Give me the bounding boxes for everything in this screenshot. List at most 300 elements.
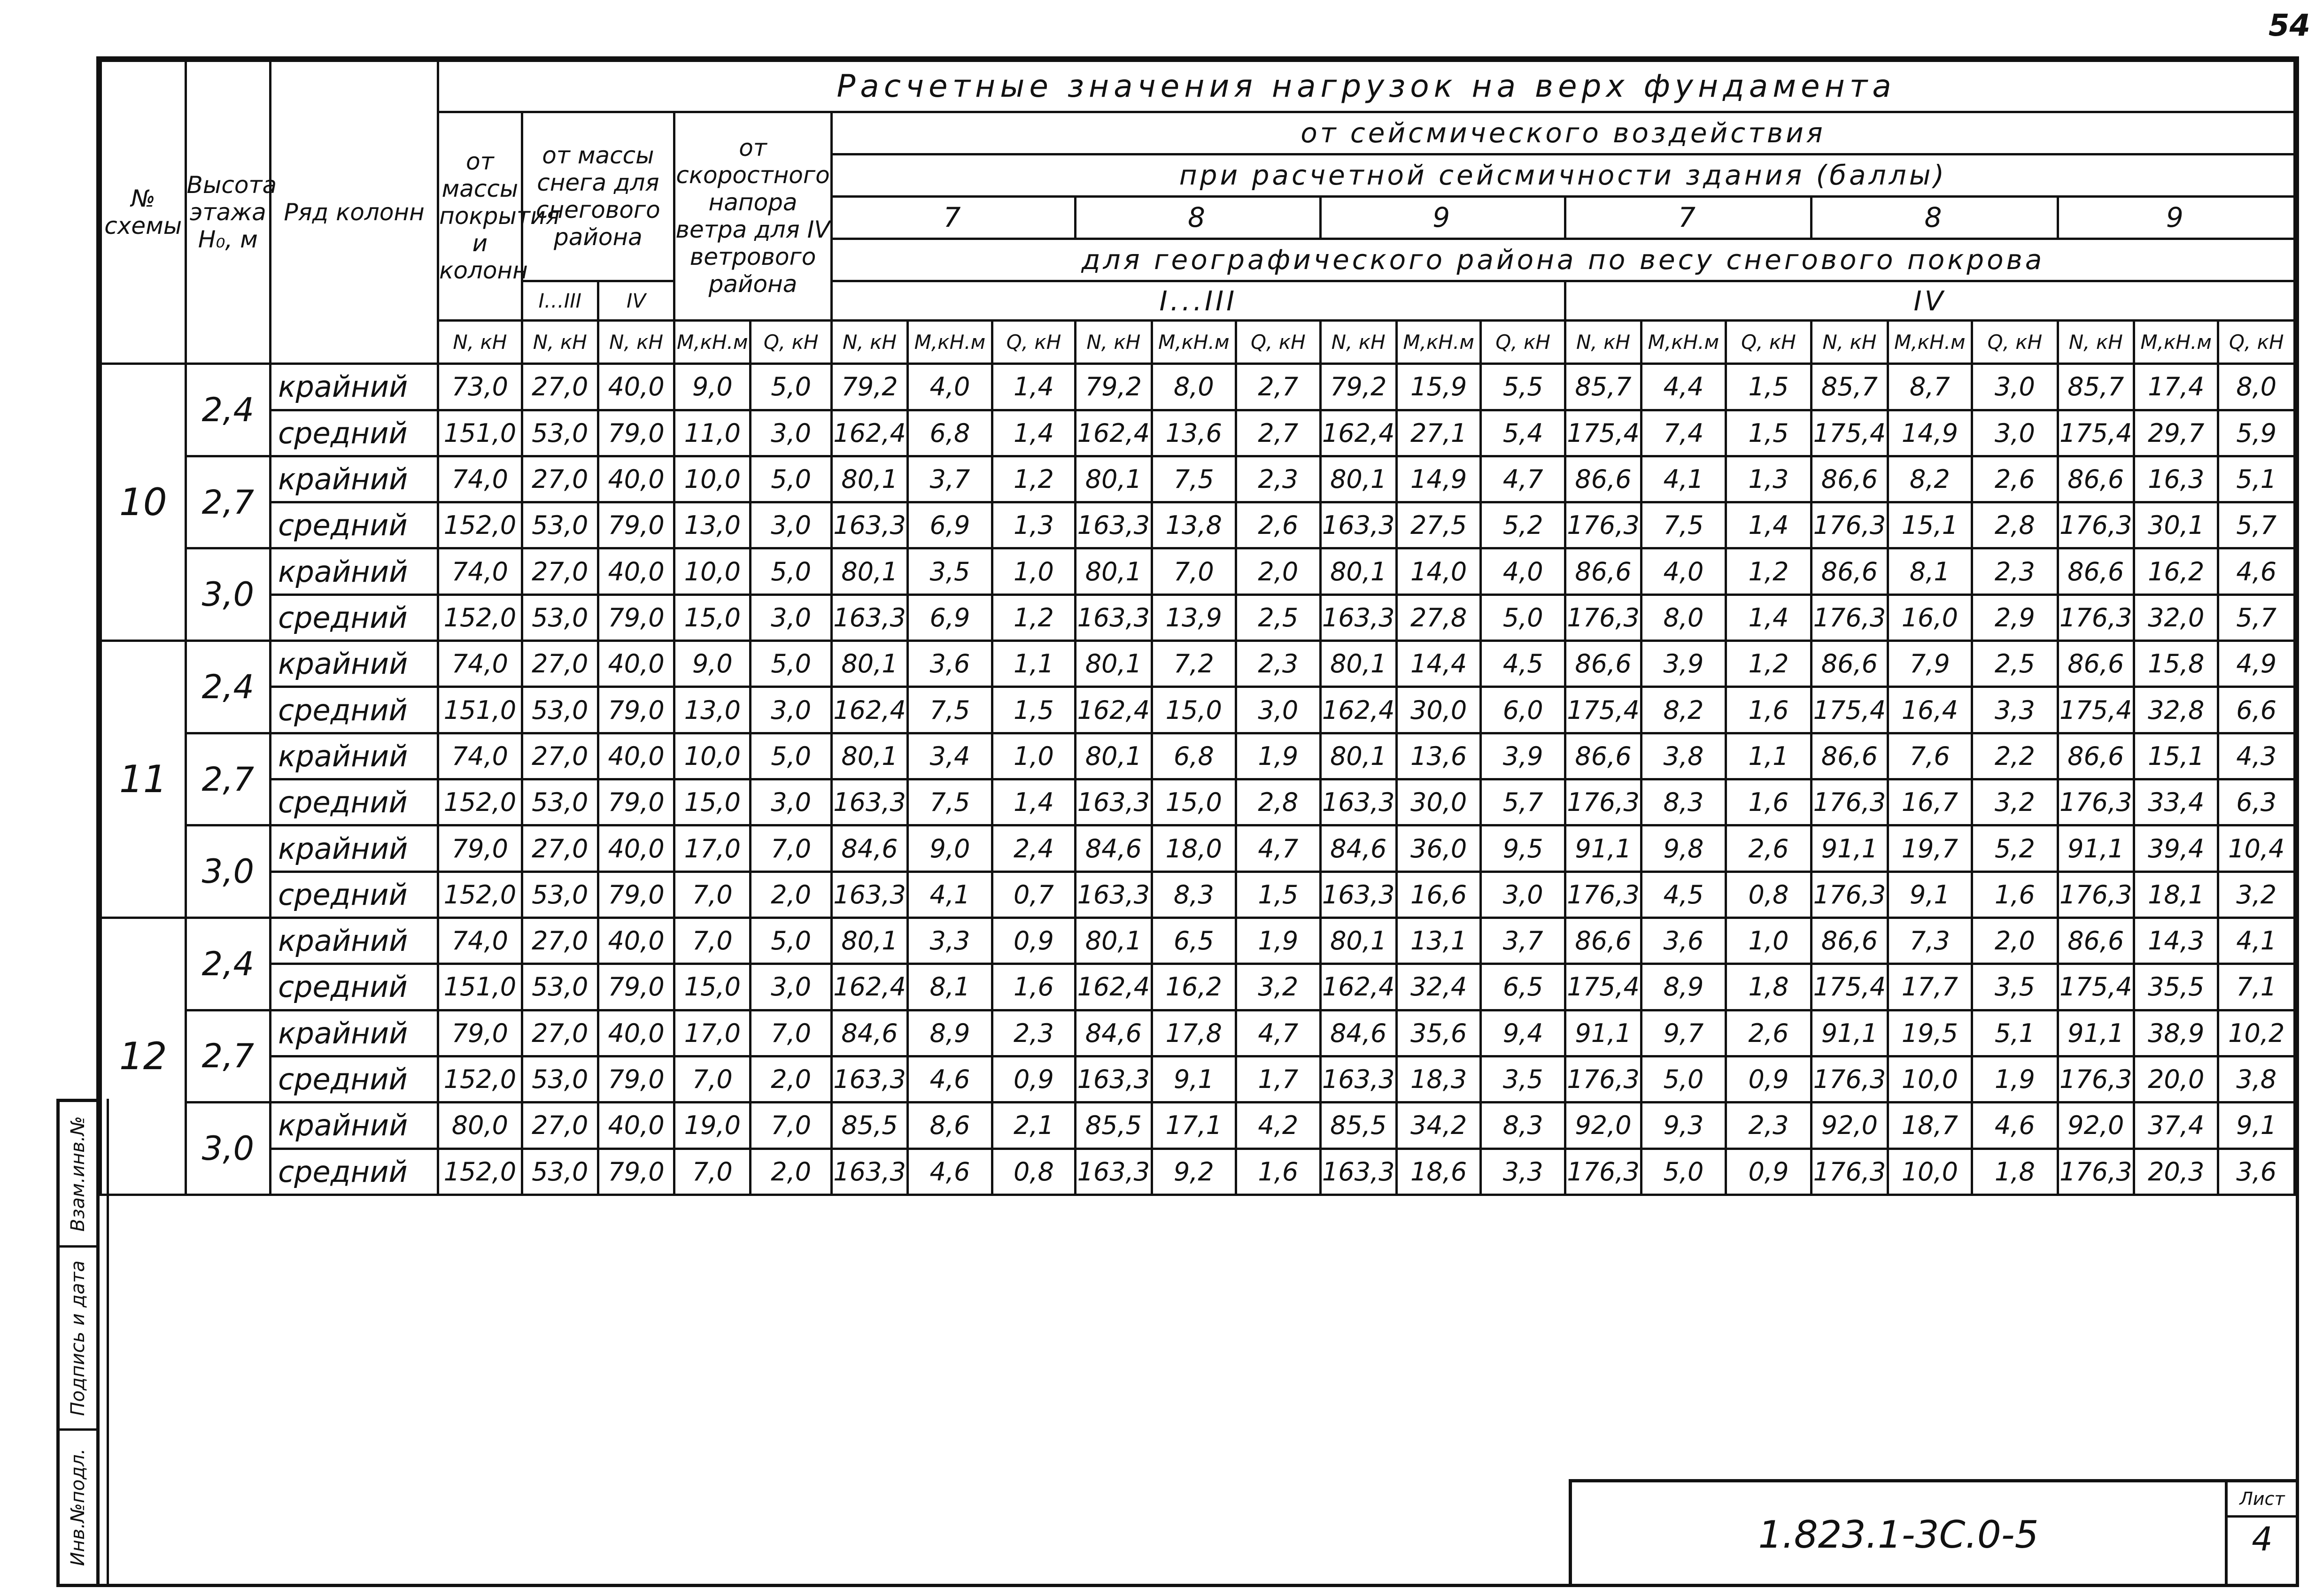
load-value: 91,1 bbox=[1812, 1010, 1888, 1056]
load-value: 3,0 bbox=[751, 594, 831, 640]
load-value: 5,0 bbox=[751, 641, 831, 687]
load-value: 175,4 bbox=[1565, 410, 1641, 456]
load-value: 3,0 bbox=[751, 964, 831, 1010]
load-value: 8,6 bbox=[908, 1103, 992, 1149]
load-value: 80,1 bbox=[1320, 456, 1396, 502]
load-value: 80,1 bbox=[831, 456, 907, 502]
height-header: Высота этажа H₀, м bbox=[186, 61, 271, 364]
load-value: 53,0 bbox=[522, 779, 598, 825]
column-row-name: крайний bbox=[271, 641, 438, 687]
load-value: 1,0 bbox=[992, 733, 1076, 779]
load-value: 1,4 bbox=[992, 364, 1076, 410]
table-row bbox=[101, 456, 2295, 502]
load-value: 1,5 bbox=[1726, 410, 1812, 456]
load-value: 176,3 bbox=[1812, 502, 1888, 548]
load-value: 86,6 bbox=[1565, 456, 1641, 502]
region-group-1: I...III bbox=[831, 281, 1565, 321]
load-value: 1,7 bbox=[1236, 1056, 1321, 1102]
load-value: 27,0 bbox=[522, 825, 598, 871]
load-value: 163,3 bbox=[831, 871, 907, 918]
load-value: 27,5 bbox=[1396, 502, 1481, 548]
load-value: 3,6 bbox=[908, 641, 992, 687]
load-value: 80,1 bbox=[1320, 918, 1396, 964]
unit-header: М,кН.м bbox=[2134, 321, 2218, 364]
column-row-name: крайний bbox=[271, 456, 438, 502]
load-value: 20,0 bbox=[2134, 1056, 2218, 1102]
load-value: 80,1 bbox=[1076, 548, 1152, 594]
load-value: 10,0 bbox=[674, 548, 751, 594]
load-value: 40,0 bbox=[598, 364, 674, 410]
column-row-name: средний bbox=[271, 779, 438, 825]
load-value: 2,8 bbox=[1236, 779, 1321, 825]
load-value: 19,0 bbox=[674, 1103, 751, 1149]
load-value: 80,0 bbox=[438, 1103, 522, 1149]
geo-region-header: для географического района по весу снегового покрова bbox=[831, 239, 2294, 281]
load-value: 86,6 bbox=[1812, 641, 1888, 687]
load-value: 152,0 bbox=[438, 1056, 522, 1102]
load-value: 9,1 bbox=[1152, 1056, 1236, 1102]
load-value: 5,2 bbox=[1481, 502, 1565, 548]
unit-header: М,кН.м bbox=[908, 321, 992, 364]
load-value: 8,0 bbox=[2218, 364, 2295, 410]
load-value: 1,5 bbox=[1726, 364, 1812, 410]
load-value: 4,3 bbox=[2218, 733, 2295, 779]
load-value: 3,2 bbox=[1236, 964, 1321, 1010]
load-value: 2,6 bbox=[1726, 825, 1812, 871]
load-value: 9,8 bbox=[1641, 825, 1726, 871]
load-value: 3,0 bbox=[1972, 410, 2058, 456]
load-value: 35,5 bbox=[2134, 964, 2218, 1010]
load-value: 53,0 bbox=[522, 410, 598, 456]
load-value: 4,4 bbox=[1641, 364, 1726, 410]
load-value: 2,0 bbox=[751, 1056, 831, 1102]
load-value: 27,0 bbox=[522, 548, 598, 594]
unit-header: N, кН bbox=[1812, 321, 1888, 364]
scheme-number: 10 bbox=[101, 364, 186, 641]
unit-header: N, кН bbox=[2058, 321, 2134, 364]
load-value: 6,9 bbox=[908, 594, 992, 640]
load-value: 163,3 bbox=[1076, 779, 1152, 825]
load-value: 3,8 bbox=[2218, 1056, 2295, 1102]
load-value: 5,0 bbox=[1641, 1056, 1726, 1102]
load-value: 53,0 bbox=[522, 964, 598, 1010]
table-row bbox=[101, 364, 2295, 410]
load-value: 7,0 bbox=[751, 825, 831, 871]
load-value: 84,6 bbox=[831, 1010, 907, 1056]
load-value: 15,1 bbox=[2134, 733, 2218, 779]
load-value: 80,1 bbox=[1076, 456, 1152, 502]
original-inventory-label: Инв.№подл. bbox=[67, 1448, 89, 1566]
load-value: 17,8 bbox=[1152, 1010, 1236, 1056]
load-value: 4,1 bbox=[908, 871, 992, 918]
unit-header: Q, кН bbox=[1236, 321, 1321, 364]
load-value: 19,5 bbox=[1888, 1010, 1972, 1056]
load-value: 3,0 bbox=[751, 779, 831, 825]
unit-header: N, кН bbox=[831, 321, 907, 364]
floor-height: 3,0 bbox=[186, 548, 271, 641]
load-value: 84,6 bbox=[831, 825, 907, 871]
load-value: 8,2 bbox=[1641, 687, 1726, 733]
load-value: 9,0 bbox=[674, 641, 751, 687]
floor-height: 3,0 bbox=[186, 825, 271, 918]
load-value: 5,0 bbox=[751, 364, 831, 410]
unit-header: N, кН bbox=[1076, 321, 1152, 364]
load-value: 80,1 bbox=[1320, 548, 1396, 594]
load-value: 176,3 bbox=[2058, 779, 2134, 825]
load-value: 20,3 bbox=[2134, 1149, 2218, 1195]
sheet-cell bbox=[2225, 1482, 2297, 1587]
load-value: 5,1 bbox=[2218, 456, 2295, 502]
load-value: 17,7 bbox=[1888, 964, 1972, 1010]
load-value: 14,9 bbox=[1396, 456, 1481, 502]
loads-table bbox=[100, 60, 2296, 1196]
load-value: 8,0 bbox=[1641, 594, 1726, 640]
load-value: 40,0 bbox=[598, 918, 674, 964]
load-value: 18,3 bbox=[1396, 1056, 1481, 1102]
load-value: 86,6 bbox=[1565, 548, 1641, 594]
load-value: 175,4 bbox=[1565, 687, 1641, 733]
load-value: 9,5 bbox=[1481, 825, 1565, 871]
load-value: 176,3 bbox=[1812, 871, 1888, 918]
load-value: 3,0 bbox=[1972, 364, 2058, 410]
load-value: 79,0 bbox=[598, 502, 674, 548]
load-value: 152,0 bbox=[438, 1149, 522, 1195]
load-value: 91,1 bbox=[2058, 1010, 2134, 1056]
load-value: 163,3 bbox=[1320, 502, 1396, 548]
load-value: 91,1 bbox=[2058, 825, 2134, 871]
load-value: 15,1 bbox=[1888, 502, 1972, 548]
load-value: 18,0 bbox=[1152, 825, 1236, 871]
wind-header: от скоростного напора ветра для IV ветрового района bbox=[674, 112, 832, 320]
load-value: 7,3 bbox=[1888, 918, 1972, 964]
table-row bbox=[101, 594, 2295, 640]
load-value: 2,6 bbox=[1726, 1010, 1812, 1056]
load-value: 162,4 bbox=[831, 687, 907, 733]
load-value: 84,6 bbox=[1076, 825, 1152, 871]
load-value: 1,6 bbox=[1236, 1149, 1321, 1195]
load-value: 176,3 bbox=[1565, 594, 1641, 640]
load-value: 5,0 bbox=[751, 918, 831, 964]
load-value: 6,8 bbox=[1152, 733, 1236, 779]
load-value: 15,0 bbox=[1152, 687, 1236, 733]
load-value: 3,5 bbox=[1481, 1056, 1565, 1102]
load-value: 79,0 bbox=[438, 1010, 522, 1056]
load-value: 175,4 bbox=[2058, 687, 2134, 733]
floor-height: 2,4 bbox=[186, 364, 271, 456]
load-value: 91,1 bbox=[1565, 1010, 1641, 1056]
load-value: 2,7 bbox=[1236, 364, 1321, 410]
load-value: 8,3 bbox=[1481, 1103, 1565, 1149]
load-value: 3,9 bbox=[1641, 641, 1726, 687]
load-value: 5,0 bbox=[751, 548, 831, 594]
load-value: 162,4 bbox=[831, 964, 907, 1010]
load-value: 16,2 bbox=[2134, 548, 2218, 594]
rating-7-region-2: 7 bbox=[1565, 196, 1811, 239]
load-value: 86,6 bbox=[1812, 456, 1888, 502]
load-value: 0,7 bbox=[992, 871, 1076, 918]
load-value: 3,7 bbox=[1481, 918, 1565, 964]
load-value: 1,8 bbox=[1726, 964, 1812, 1010]
load-value: 3,2 bbox=[1972, 779, 2058, 825]
load-value: 3,7 bbox=[908, 456, 992, 502]
load-value: 1,2 bbox=[992, 456, 1076, 502]
load-value: 40,0 bbox=[598, 1103, 674, 1149]
load-value: 4,6 bbox=[2218, 548, 2295, 594]
load-value: 86,6 bbox=[1565, 918, 1641, 964]
unit-header: Q, кН bbox=[1481, 321, 1565, 364]
load-value: 27,0 bbox=[522, 918, 598, 964]
load-value: 7,5 bbox=[908, 687, 992, 733]
load-value: 18,7 bbox=[1888, 1103, 1972, 1149]
load-value: 5,0 bbox=[1641, 1149, 1726, 1195]
load-value: 1,2 bbox=[1726, 641, 1812, 687]
load-value: 8,1 bbox=[1888, 548, 1972, 594]
column-row-name: средний bbox=[271, 964, 438, 1010]
load-value: 16,6 bbox=[1396, 871, 1481, 918]
load-value: 80,1 bbox=[1076, 733, 1152, 779]
load-value: 162,4 bbox=[1320, 410, 1396, 456]
load-value: 86,6 bbox=[1565, 641, 1641, 687]
load-value: 6,0 bbox=[1481, 687, 1565, 733]
load-value: 9,7 bbox=[1641, 1010, 1726, 1056]
load-value: 162,4 bbox=[1320, 687, 1396, 733]
load-value: 15,0 bbox=[674, 779, 751, 825]
table-row bbox=[101, 918, 2295, 964]
load-value: 1,8 bbox=[1972, 1149, 2058, 1195]
load-value: 40,0 bbox=[598, 641, 674, 687]
unit-header: Q, кН bbox=[992, 321, 1076, 364]
load-value: 80,1 bbox=[1076, 918, 1152, 964]
load-value: 2,3 bbox=[1236, 456, 1321, 502]
table-row bbox=[101, 687, 2295, 733]
load-value: 176,3 bbox=[2058, 594, 2134, 640]
design-seismicity-header: при расчетной сейсмичности здания (баллы) bbox=[831, 154, 2294, 196]
load-value: 9,0 bbox=[674, 364, 751, 410]
load-value: 86,6 bbox=[2058, 733, 2134, 779]
load-value: 176,3 bbox=[2058, 502, 2134, 548]
load-value: 1,5 bbox=[1236, 871, 1321, 918]
load-value: 4,2 bbox=[1236, 1103, 1321, 1149]
unit-header: Q, кН bbox=[1972, 321, 2058, 364]
replaced-inventory-cell bbox=[60, 1102, 96, 1248]
load-value: 5,0 bbox=[1481, 594, 1565, 640]
load-value: 16,4 bbox=[1888, 687, 1972, 733]
load-value: 40,0 bbox=[598, 825, 674, 871]
load-value: 53,0 bbox=[522, 502, 598, 548]
load-value: 32,8 bbox=[2134, 687, 2218, 733]
load-value: 2,6 bbox=[1972, 456, 2058, 502]
load-value: 16,2 bbox=[1152, 964, 1236, 1010]
load-value: 79,2 bbox=[1320, 364, 1396, 410]
load-value: 175,4 bbox=[2058, 410, 2134, 456]
unit-header: М,кН.м bbox=[674, 321, 751, 364]
load-value: 7,6 bbox=[1888, 733, 1972, 779]
load-value: 7,0 bbox=[674, 918, 751, 964]
load-value: 1,2 bbox=[992, 594, 1076, 640]
load-value: 92,0 bbox=[2058, 1103, 2134, 1149]
table-row bbox=[101, 502, 2295, 548]
load-value: 40,0 bbox=[598, 456, 674, 502]
scheme-number: 12 bbox=[101, 918, 186, 1195]
column-row-name: крайний bbox=[271, 825, 438, 871]
load-value: 2,8 bbox=[1972, 502, 2058, 548]
load-value: 39,4 bbox=[2134, 825, 2218, 871]
load-value: 0,9 bbox=[1726, 1056, 1812, 1102]
load-value: 32,4 bbox=[1396, 964, 1481, 1010]
load-value: 151,0 bbox=[438, 687, 522, 733]
load-value: 18,6 bbox=[1396, 1149, 1481, 1195]
load-value: 86,6 bbox=[1812, 548, 1888, 594]
load-value: 5,0 bbox=[751, 456, 831, 502]
load-value: 1,0 bbox=[992, 548, 1076, 594]
load-value: 53,0 bbox=[522, 594, 598, 640]
table-row bbox=[101, 641, 2295, 687]
load-value: 4,6 bbox=[908, 1056, 992, 1102]
load-value: 35,6 bbox=[1396, 1010, 1481, 1056]
load-value: 4,0 bbox=[1641, 548, 1726, 594]
load-value: 74,0 bbox=[438, 456, 522, 502]
column-row-name: средний bbox=[271, 594, 438, 640]
column-row-name: крайний bbox=[271, 918, 438, 964]
load-value: 8,9 bbox=[908, 1010, 992, 1056]
load-value: 79,0 bbox=[598, 687, 674, 733]
load-value: 79,0 bbox=[438, 825, 522, 871]
load-value: 176,3 bbox=[1565, 871, 1641, 918]
load-value: 85,7 bbox=[2058, 364, 2134, 410]
load-value: 79,0 bbox=[598, 964, 674, 1010]
load-value: 7,0 bbox=[1152, 548, 1236, 594]
load-value: 2,0 bbox=[1972, 918, 2058, 964]
load-value: 1,4 bbox=[1726, 594, 1812, 640]
load-value: 5,5 bbox=[1481, 364, 1565, 410]
load-value: 3,6 bbox=[2218, 1149, 2295, 1195]
load-value: 163,3 bbox=[1076, 1056, 1152, 1102]
load-value: 176,3 bbox=[1812, 1056, 1888, 1102]
unit-header: Q, кН bbox=[2218, 321, 2295, 364]
load-value: 16,7 bbox=[1888, 779, 1972, 825]
load-value: 3,4 bbox=[908, 733, 992, 779]
load-value: 80,1 bbox=[831, 548, 907, 594]
sheet-label: Лист bbox=[2228, 1482, 2297, 1518]
load-value: 3,0 bbox=[751, 502, 831, 548]
load-value: 2,3 bbox=[1236, 641, 1321, 687]
rating-8-region-1: 8 bbox=[1076, 196, 1320, 239]
load-value: 9,1 bbox=[1888, 871, 1972, 918]
load-value: 85,5 bbox=[1320, 1103, 1396, 1149]
table-row bbox=[101, 871, 2295, 918]
load-value: 13,0 bbox=[674, 687, 751, 733]
column-row-name: крайний bbox=[271, 1103, 438, 1149]
load-value: 9,4 bbox=[1481, 1010, 1565, 1056]
load-value: 7,9 bbox=[1888, 641, 1972, 687]
load-value: 5,0 bbox=[751, 733, 831, 779]
load-value: 6,5 bbox=[1152, 918, 1236, 964]
floor-height: 2,7 bbox=[186, 456, 271, 548]
load-value: 4,0 bbox=[908, 364, 992, 410]
load-value: 17,1 bbox=[1152, 1103, 1236, 1149]
load-value: 176,3 bbox=[1812, 1149, 1888, 1195]
table-title: Расчетные значения нагрузок на верх фундамента bbox=[438, 61, 2295, 112]
load-value: 152,0 bbox=[438, 594, 522, 640]
column-row-name: средний bbox=[271, 1056, 438, 1102]
load-value: 0,9 bbox=[992, 918, 1076, 964]
load-value: 37,4 bbox=[2134, 1103, 2218, 1149]
load-value: 163,3 bbox=[1320, 1149, 1396, 1195]
unit-header: Q, кН bbox=[1726, 321, 1812, 364]
load-value: 3,2 bbox=[2218, 871, 2295, 918]
load-value: 8,9 bbox=[1641, 964, 1726, 1010]
load-value: 80,1 bbox=[831, 918, 907, 964]
load-value: 8,2 bbox=[1888, 456, 1972, 502]
load-value: 0,8 bbox=[992, 1149, 1076, 1195]
column-row-name: средний bbox=[271, 502, 438, 548]
load-value: 84,6 bbox=[1320, 1010, 1396, 1056]
table-row bbox=[101, 825, 2295, 871]
load-value: 176,3 bbox=[1812, 594, 1888, 640]
load-value: 2,0 bbox=[751, 1149, 831, 1195]
title-block bbox=[1569, 1479, 2297, 1587]
load-value: 2,0 bbox=[1236, 548, 1321, 594]
load-value: 13,6 bbox=[1152, 410, 1236, 456]
load-value: 1,9 bbox=[1972, 1056, 2058, 1102]
load-value: 7,4 bbox=[1641, 410, 1726, 456]
region-group-2: IV bbox=[1565, 281, 2294, 321]
load-value: 176,3 bbox=[2058, 1056, 2134, 1102]
load-value: 163,3 bbox=[831, 594, 907, 640]
load-value: 1,3 bbox=[992, 502, 1076, 548]
load-value: 5,9 bbox=[2218, 410, 2295, 456]
column-row-name: средний bbox=[271, 1149, 438, 1195]
load-value: 163,3 bbox=[1076, 871, 1152, 918]
load-value: 85,5 bbox=[1076, 1103, 1152, 1149]
load-value: 92,0 bbox=[1565, 1103, 1641, 1149]
unit-header: М,кН.м bbox=[1152, 321, 1236, 364]
column-row-name: крайний bbox=[271, 1010, 438, 1056]
load-value: 1,9 bbox=[1236, 733, 1321, 779]
load-value: 27,8 bbox=[1396, 594, 1481, 640]
load-value: 10,0 bbox=[674, 733, 751, 779]
load-value: 36,0 bbox=[1396, 825, 1481, 871]
load-value: 175,4 bbox=[2058, 964, 2134, 1010]
load-value: 6,5 bbox=[1481, 964, 1565, 1010]
load-value: 163,3 bbox=[1320, 779, 1396, 825]
load-value: 176,3 bbox=[1565, 1056, 1641, 1102]
load-value: 176,3 bbox=[1565, 1149, 1641, 1195]
load-value: 14,3 bbox=[2134, 918, 2218, 964]
load-value: 30,0 bbox=[1396, 779, 1481, 825]
snow-region-4: IV bbox=[598, 281, 674, 321]
load-value: 85,7 bbox=[1565, 364, 1641, 410]
load-value: 175,4 bbox=[1565, 964, 1641, 1010]
load-value: 86,6 bbox=[2058, 918, 2134, 964]
load-value: 14,4 bbox=[1396, 641, 1481, 687]
load-value: 79,0 bbox=[598, 594, 674, 640]
load-value: 27,0 bbox=[522, 641, 598, 687]
load-value: 29,7 bbox=[2134, 410, 2218, 456]
column-row-header: Ряд колонн bbox=[271, 61, 438, 364]
load-value: 162,4 bbox=[1320, 964, 1396, 1010]
load-value: 176,3 bbox=[1565, 502, 1641, 548]
load-value: 2,6 bbox=[1236, 502, 1321, 548]
signature-date-label: Подпись и дата bbox=[67, 1260, 89, 1416]
floor-height: 3,0 bbox=[186, 1103, 271, 1195]
load-value: 6,9 bbox=[908, 502, 992, 548]
load-value: 3,9 bbox=[1481, 733, 1565, 779]
load-value: 5,7 bbox=[1481, 779, 1565, 825]
load-value: 53,0 bbox=[522, 871, 598, 918]
load-value: 6,8 bbox=[908, 410, 992, 456]
load-value: 175,4 bbox=[1812, 964, 1888, 1010]
